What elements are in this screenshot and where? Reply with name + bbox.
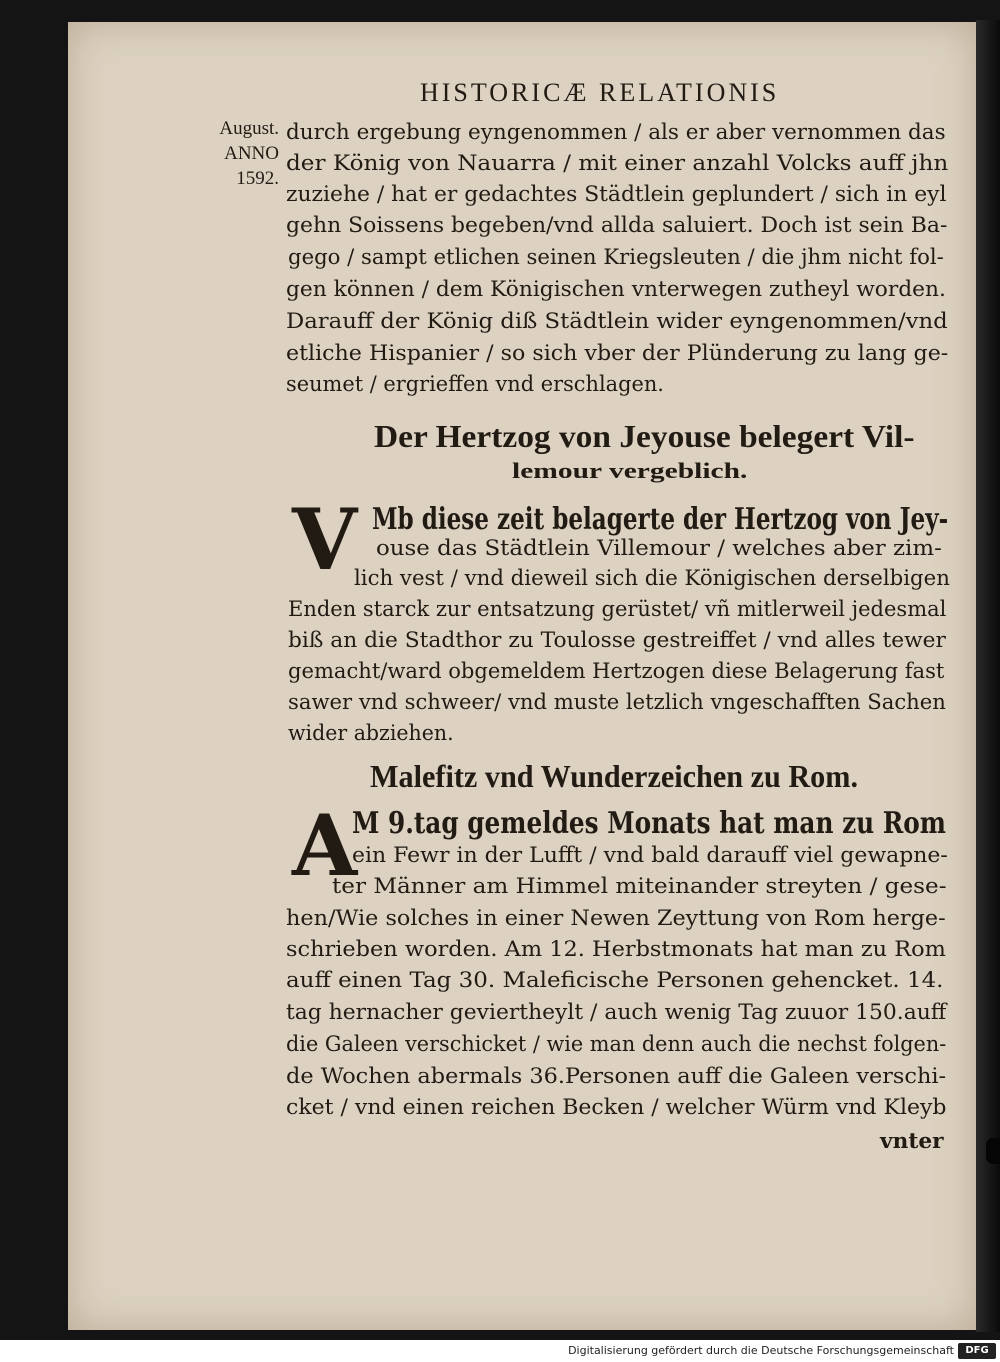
- edge-marker: [986, 1138, 1000, 1164]
- drop-initial: A: [292, 796, 358, 895]
- text-line: Enden starck zur entsatzung gerüstet/ vñ mitlerweil jedesmal: [288, 597, 947, 621]
- text-line: wider abziehen.: [288, 721, 454, 745]
- text-line: etliche Hispanier / so sich vber der Plünderung zu lang ge-: [286, 341, 949, 365]
- text-line: hen/Wie solches in einer Newen Zeyttung von Rom herge-: [286, 906, 946, 930]
- footer-bar: [0, 1340, 1000, 1362]
- text-line: ouse das Städtlein Villemour / welches aber zim-: [376, 536, 942, 560]
- text-line: sawer vnd schweer/ vnd muste letzlich vngeschafften Sachen: [288, 690, 946, 714]
- text-line: ter Männer am Himmel miteinander streyten / gese-: [332, 874, 947, 898]
- text-line: Darauff der König diß Städtlein wider eyngenommen/vnd: [286, 309, 948, 333]
- text-line: Mb diese zeit belagerte der Hertzog von Jey-: [372, 502, 949, 537]
- book-edge: [976, 20, 1000, 1332]
- catchword: vnter: [880, 1128, 944, 1153]
- text-line: gehn Soissens begeben/vnd allda saluiert. Doch ist sein Ba-: [286, 213, 948, 237]
- text-line: ein Fewr in der Lufft / vnd bald darauff viel gewapne-: [352, 843, 948, 867]
- running-head: HISTORICÆ RELATIONIS: [420, 78, 780, 107]
- margin-note-line: August.: [219, 118, 279, 139]
- section-heading: lemour vergeblich.: [512, 458, 748, 483]
- margin-note-line: ANNO: [224, 143, 279, 164]
- text-line: M 9.tag gemeldes Monats hat man zu Rom: [352, 806, 946, 841]
- drop-initial: V: [292, 490, 358, 589]
- text-line: auff einen Tag 30. Maleficische Personen gehencket. 14.: [286, 968, 944, 992]
- margin-note-line: 1592.: [236, 168, 279, 189]
- text-line: tag hernacher geviertheylt / auch wenig Tag zuuor 150.auff: [286, 1000, 947, 1024]
- section-heading: Malefitz vnd Wunderzeichen zu Rom.: [370, 758, 858, 794]
- text-line: durch ergebung eyngenommen / als er aber vernommen das: [286, 120, 946, 144]
- text-line: schrieben worden. Am 12. Herbstmonats hat man zu Rom: [286, 937, 946, 961]
- text-line: lich vest / vnd dieweil sich die Königischen derselbigen: [354, 566, 950, 590]
- text-line: gen können / dem Königischen vnterwegen zutheyl worden.: [286, 277, 946, 301]
- text-line: gego / sampt etlichen seinen Kriegsleuten / die jhm nicht fol-: [288, 245, 944, 269]
- text-line: gemacht/ward obgemeldem Hertzogen diese Belagerung fast: [288, 659, 945, 683]
- text-line: die Galeen verschicket / wie man denn auch die nechst folgen-: [286, 1032, 947, 1056]
- footer-credit: Digitalisierung gefördert durch die Deutsche Forschungsgemeinschaft: [568, 1344, 954, 1357]
- margin-note: [193, 116, 279, 191]
- section-heading: Der Hertzog von Jeyouse belegert Vil-: [374, 418, 915, 454]
- text-line: cket / vnd einen reichen Becken / welcher Würm vnd Kleyb: [286, 1095, 947, 1119]
- text-line: der König von Nauarra / mit einer anzahl Volcks auff jhn: [286, 151, 949, 175]
- text-line: zuziehe / hat er gedachtes Städtlein geplundert / sich in eyl: [286, 182, 947, 206]
- dfg-logo: DFG: [958, 1343, 996, 1359]
- text-line: de Wochen abermals 36.Personen auff die Galeen verschi-: [286, 1064, 947, 1088]
- text-line: seumet / ergrieffen vnd erschlagen.: [286, 372, 664, 396]
- text-line: biß an die Stadthor zu Toulosse gestreiffet / vnd alles tewer: [288, 628, 946, 652]
